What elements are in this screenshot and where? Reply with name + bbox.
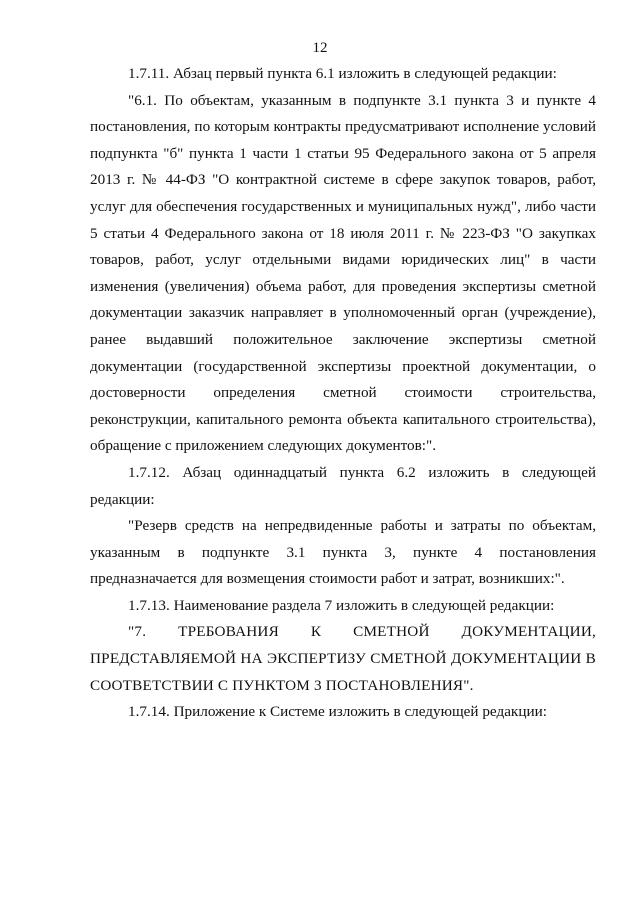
paragraph-1-7-11: 1.7.11. Абзац первый пункта 6.1 изложить в следующей редакции:: [128, 65, 557, 82]
paragraph-1-7-12: 1.7.12. Абзац одиннадцатый пункта 6.2 изложить в следующей редакции:: [90, 463, 596, 508]
page-number: 12: [312, 40, 328, 56]
paragraph-quote-6-1: "6.1. По объектам, указанным в подпункте 3.1 пункта 3 и пункте 4 постановления, по которым контракты предусматривают исполнение условий подпункта "б" пункта 1 части 1 статьи 95 Федерального закона от 5 апреля 2013 г. № 44-ФЗ "О контрактной системе в сфере закупок товаров, работ, услуг для обеспечения государственных и муниципальных нужд", либо части 5 статьи 4 Федерального закона от 18 июля 2011 г. № 223-ФЗ "О закупках товаров, работ, услуг отдельными видами юридических лиц" в части изменения (увеличения) объема работ, для проведения экспертизы сметной документации заказчик направляет в уполномоченный орган (учреждение), ранее выдавший положительное заключение экспертизы сметной документации (государственной экспертизы проектной документации, о достоверности определения сметной стоимости строительства, реконструкции, капитального ремонта объекта капитального строительства), обращение с приложением следующих документов:".: [90, 91, 596, 455]
paragraph-section-7-title: "7. ТРЕБОВАНИЯ К СМЕТНОЙ ДОКУМЕНТАЦИИ, ПРЕДСТАВЛЯЕМОЙ НА ЭКСПЕРТИЗУ СМЕТНОЙ ДОКУМЕНТАЦИИ В СООТВЕТСТВИИ С ПУНКТОМ 3 ПОСТАНОВЛЕНИЯ".: [90, 623, 596, 694]
paragraph-1-7-13: 1.7.13. Наименование раздела 7 изложить в следующей редакции:: [128, 596, 555, 614]
document-body: [90, 61, 596, 726]
paragraph-1-7-14: 1.7.14. Приложение к Системе изложить в следующей редакции:: [128, 703, 547, 721]
paragraph-quote-reserve: "Резерв средств на непредвиденные работы и затраты по объектам, указанным в подпункте 3.1 пункта 3, пункте 4 постановления предназначается для возмещения стоимости работ и затрат, возникших:".: [90, 517, 596, 588]
